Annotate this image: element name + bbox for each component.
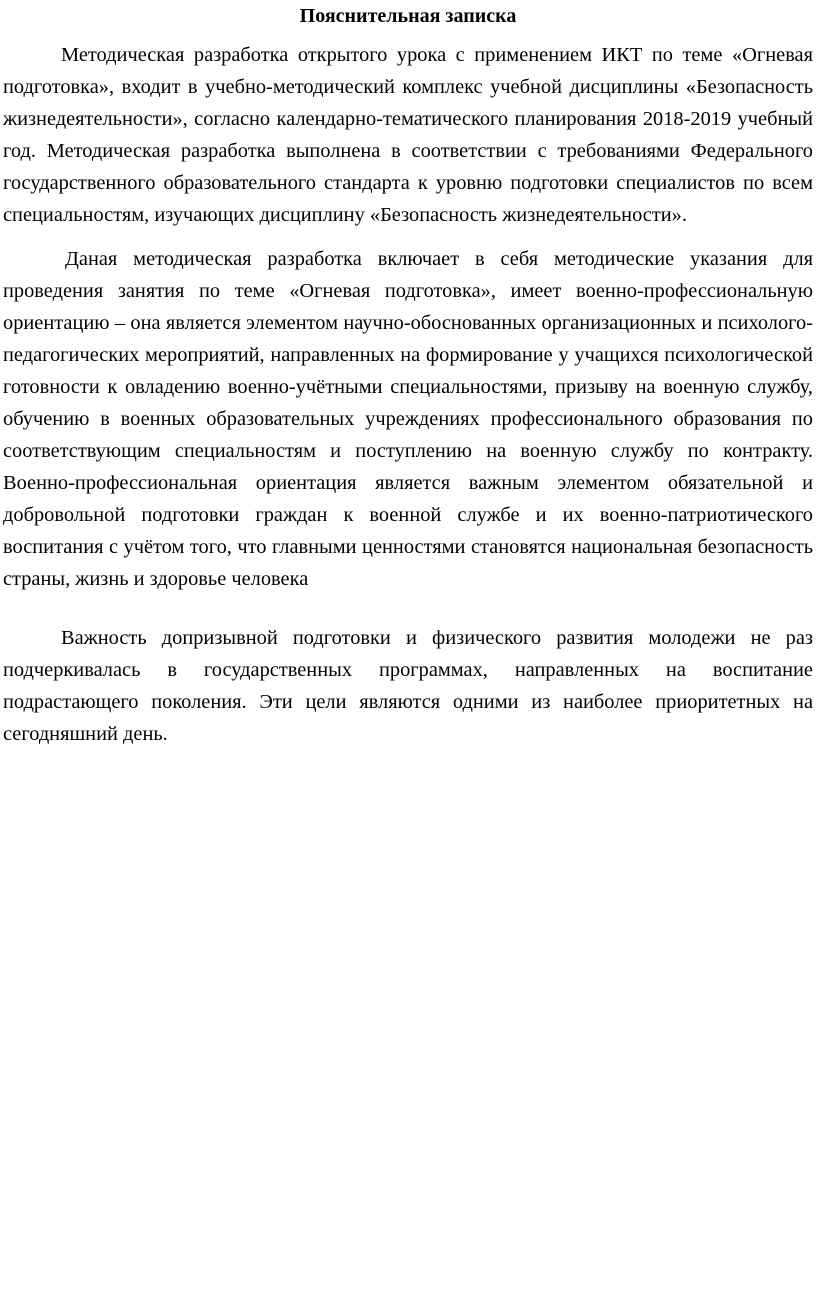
- document-title: Пояснительная записка: [299, 5, 517, 27]
- paragraph-intro: Методическая разработка открытого урока с применением ИКТ по теме «Огневая подготовка», входит в учебно-методический комплекс учебной дисциплины «Безопасность жизнедеятельности», согласно календарно-тематического планирования 2018-2019 учебный год. Методическая разработка выполнена в соответствии с требованиями Федерального государственного образовательного стандарта к уровню подготовки специалистов по всем специальностям, изучающих дисциплину «Безопасность жизнедеятельности».: [3, 44, 813, 226]
- paragraph-importance: Важность допризывной подготовки и физического развития молодежи не раз подчеркивалась в государственных программах, направленных на воспитание подрастающего поколения. Эти цели являются одними из наиболее приоритетных на сегодняшний день.: [3, 627, 813, 745]
- paragraph-orientation: Даная методическая разработка включает в себя методические указания для проведения занятия по теме «Огневая подготовка», имеет военно-профессиональную ориентацию – она является элементом научно-обоснованных организационных и психолого-педагогических мероприятий, направленных на формирование у учащихся психологической готовности к овладению военно-учётными специальностями, призыву на военную службу, обучению в военных образовательных учреждениях профессионального образования по соответствующим специальностям и поступлению на военную службу по контракту. Военно-профессиональная ориентация является важным элементом обязательной и добровольной подготовки граждан к военной службе и их военно-патриотического воспитания с учётом того, что главными ценностями становятся национальная безопасность страны, жизнь и здоровье человека: [3, 248, 813, 590]
